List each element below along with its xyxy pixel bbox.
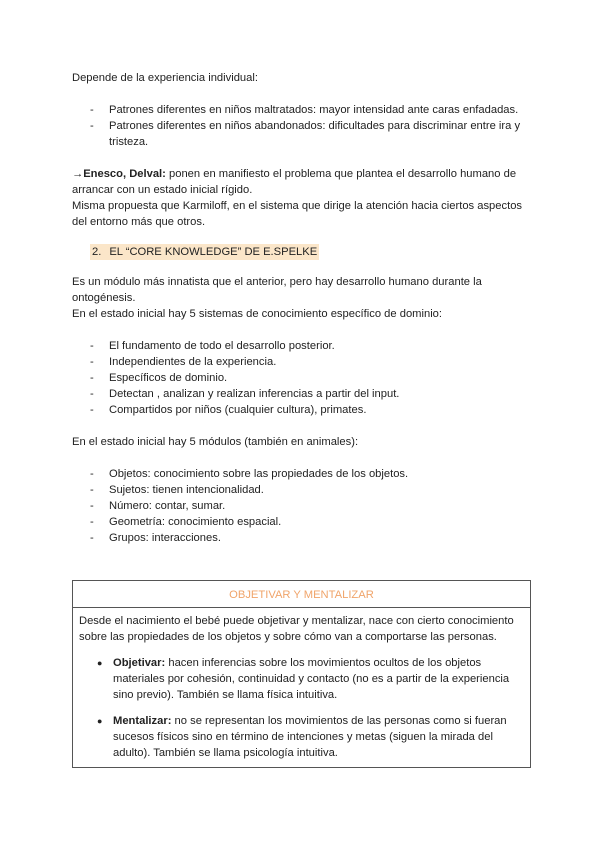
arrow-glyph: → <box>72 168 84 180</box>
list-item: - El fundamento de todo el desarrollo posterior. <box>72 338 532 354</box>
objetivar-text: hacen inferencias sobre los movimientos ocultos de los objetos materiales por cohesión, continuidad y contacto (no es a partir de la experiencia sino previo). También se llama física intuitiva. <box>113 657 510 701</box>
section-heading <box>72 244 532 260</box>
list-item: - Patrones diferentes en niños abandonados: dificultades para discriminar entre ira y tristeza. <box>72 118 532 150</box>
list-item: - Independientes de la experiencia. <box>72 354 532 370</box>
list-item: - Específicos de dominio. <box>72 370 532 386</box>
mentalizar-text: no se representan los movimientos de las personas como si fueran sucesos físicos sino en término de intenciones y metas (siguen la mirada del adulto). También se llama psicología intuitiva. <box>113 715 507 759</box>
summary-box-title: OBJETIVAR Y MENTALIZAR <box>73 581 530 608</box>
spelke-paragraph-3: En el estado inicial hay 5 módulos (también en animales): <box>72 436 359 448</box>
summary-box-body <box>73 608 530 767</box>
enesco-names: Enesco, Delval: <box>83 168 166 180</box>
bullet-objetivar <box>79 655 524 703</box>
enesco-paragraph <box>72 166 532 198</box>
intro-list <box>72 102 532 150</box>
systems-list <box>72 338 532 418</box>
karmiloff-paragraph: Misma propuesta que Karmiloff, en el sistema que dirige la atención hacia ciertos aspectos del entorno más que otros. <box>72 200 523 228</box>
list-item: - Geometría: conocimiento espacial. <box>72 514 532 530</box>
modules-list <box>72 466 532 546</box>
spelke-paragraph-1: Es un módulo más innatista que el anterior, pero hay desarrollo humano durante la ontogénesis. <box>72 276 482 304</box>
section-heading-highlight <box>90 244 319 260</box>
document-page <box>72 70 532 546</box>
list-item: - Detectan , analizan y realizan inferencias a partir del input. <box>72 386 532 402</box>
summary-box-intro: Desde el nacimiento el bebé puede objetivar y mentalizar, nace con cierto conocimiento sobre las propiedades de los objetos y sobre cómo van a comportarse las personas. <box>79 615 514 643</box>
list-item: - Número: contar, sumar. <box>72 498 532 514</box>
section-title: EL “CORE KNOWLEDGE” DE E.SPELKE <box>109 246 318 258</box>
spelke-paragraph-2: En el estado inicial hay 5 sistemas de conocimiento específico de dominio: <box>72 308 443 320</box>
objetivar-term: Objetivar: <box>113 657 166 669</box>
bullet-mentalizar <box>79 713 524 761</box>
list-item: - Objetos: conocimiento sobre las propiedades de los objetos. <box>72 466 532 482</box>
list-item: - Sujetos: tienen intencionalidad. <box>72 482 532 498</box>
summary-box <box>72 580 531 768</box>
mentalizar-term: Mentalizar: <box>113 715 172 727</box>
section-number: 2. <box>92 246 102 258</box>
enesco-text: ponen en manifiesto el problema que plantea el desarrollo humano de arrancar con un estado inicial rígido. <box>72 168 517 196</box>
intro-title: Depende de la experiencia individual: <box>72 72 258 84</box>
list-item: - Patrones diferentes en niños maltratados: mayor intensidad ante caras enfadadas. <box>72 102 532 118</box>
summary-bullets <box>79 655 524 761</box>
list-item: - Grupos: interacciones. <box>72 530 532 546</box>
list-item: - Compartidos por niños (cualquier cultura), primates. <box>72 402 532 418</box>
